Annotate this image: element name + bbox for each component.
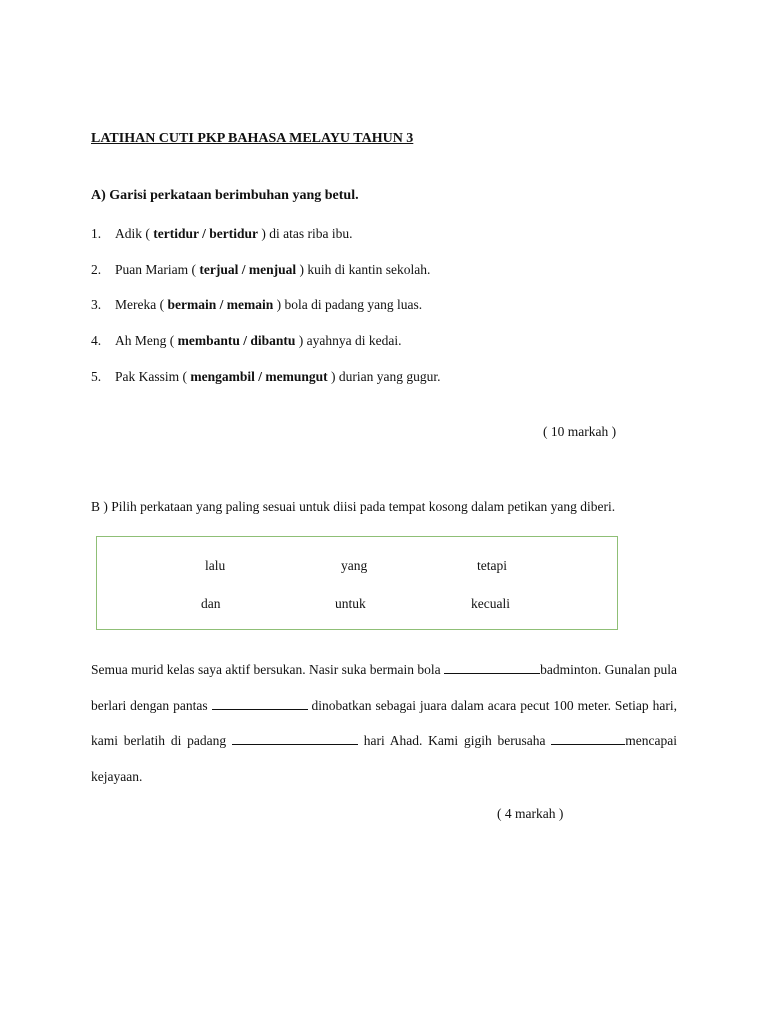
item-text-post: ) ayahnya di kedai. — [295, 333, 402, 348]
page-title: LATIHAN CUTI PKP BAHASA MELAYU TAHUN 3 — [91, 131, 414, 146]
item-text-pre: Adik ( — [115, 226, 154, 241]
passage-text: Semua murid kelas saya aktif bersukan. Nasir suka bermain bola — [91, 662, 445, 677]
item-text-post: ) durian yang gugur. — [327, 369, 441, 384]
passage — [91, 652, 677, 795]
item-number: 4. — [91, 333, 102, 348]
word-option: lalu — [205, 558, 226, 573]
item-text-pre: Puan Mariam ( — [115, 262, 200, 277]
item-choice: terjual / menjual — [199, 262, 297, 277]
list-item — [91, 297, 422, 313]
blank-line — [444, 661, 540, 674]
blank-line — [551, 732, 625, 745]
word-option: dan — [201, 596, 221, 611]
passage-text: dinobatkan sebagai juara dalam acara pecut 100 meter. Setiap hari, kami berlatih di padang — [91, 697, 677, 749]
item-text-pre: Pak Kassim ( — [115, 369, 191, 384]
list-item — [91, 369, 441, 385]
list-item — [91, 262, 430, 278]
section-a-heading: A) Garisi perkataan berimbuhan yang betul. — [91, 188, 359, 203]
word-bank-box — [96, 536, 618, 630]
list-item — [91, 333, 402, 349]
passage-text: badminton. Gunalan pula berlari dengan pantas — [91, 662, 677, 713]
item-text-post: ) kuih di kantin sekolah. — [296, 262, 431, 277]
passage-text: hari Ahad. Kami gigih berusaha — [357, 733, 552, 749]
word-option: tetapi — [477, 558, 507, 573]
item-text-pre: Mereka ( — [115, 297, 168, 312]
word-option: kecuali — [471, 596, 510, 611]
word-option: yang — [341, 558, 368, 573]
item-number: 1. — [91, 226, 102, 241]
section-a-marks: ( 10 markah ) — [543, 424, 617, 439]
section-b-heading: B ) Pilih perkataan yang paling sesuai untuk diisi pada tempat kosong dalam petikan yang diberi. — [91, 499, 616, 514]
item-choice: bermain / memain — [167, 297, 274, 312]
item-choice: mengambil / memungut — [190, 369, 328, 384]
list-item — [91, 226, 352, 242]
item-number: 3. — [91, 297, 102, 312]
section-b-marks: ( 4 markah ) — [497, 806, 564, 821]
item-text-pre: Ah Meng ( — [115, 333, 178, 348]
passage-text: mencapai kejayaan. — [91, 733, 677, 785]
item-text-post: ) bola di padang yang luas. — [273, 297, 423, 312]
item-number: 5. — [91, 369, 102, 384]
item-choice: tertidur / bertidur — [153, 226, 258, 241]
blank-line — [212, 697, 308, 710]
item-choice: membantu / dibantu — [177, 333, 296, 348]
word-option: untuk — [335, 596, 366, 611]
item-number: 2. — [91, 262, 102, 277]
item-text-post: ) di atas riba ibu. — [258, 226, 353, 241]
blank-line — [232, 732, 358, 745]
